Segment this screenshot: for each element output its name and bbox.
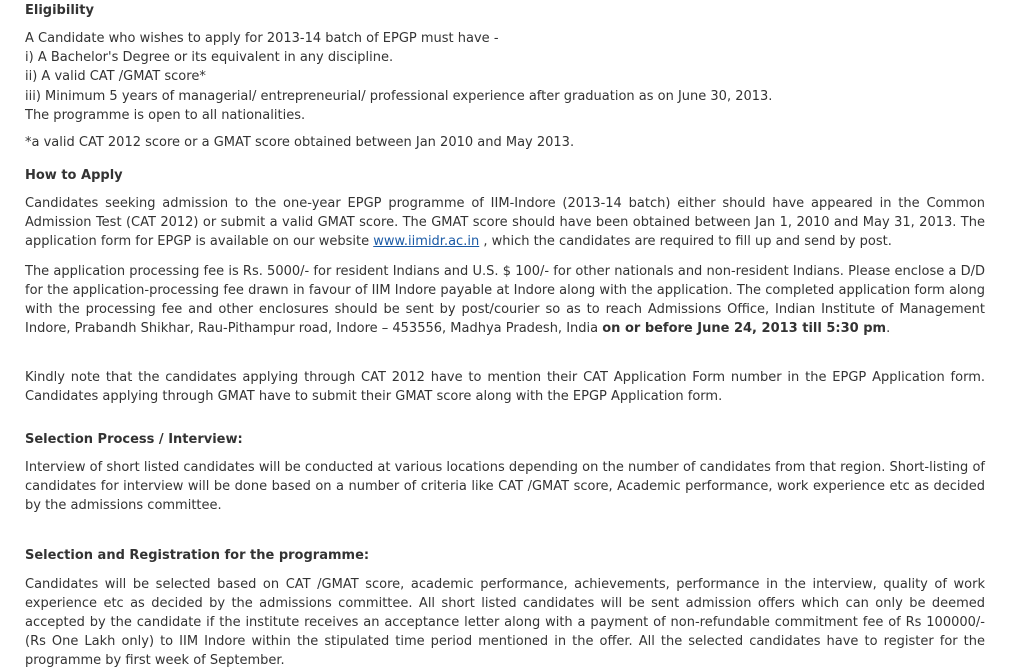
how-to-apply-paragraph-2 (25, 262, 985, 338)
how-to-apply-paragraph-3: Kindly note that the candidates applying through CAT 2012 have to mention their CAT Application Form number in the EPGP Application form. Candidates applying through GMAT have to submit their GMAT score along with the EPGP Application form. (25, 370, 985, 404)
how-to-apply-p1-after: , which the candidates are required to fill up and send by post. (479, 234, 892, 249)
eligibility-item-score: ii) A valid CAT /GMAT score* (25, 69, 206, 85)
eligibility-heading: Eligibility (25, 3, 94, 18)
eligibility-item-degree: i) A Bachelor's Degree or its equivalent in any discipline. (25, 50, 394, 66)
website-link[interactable]: www.iimidr.ac.in (373, 234, 480, 249)
deadline-text: on or before June 24, 2013 till 5:30 pm (602, 321, 887, 336)
how-to-apply-p2-text: The application processing fee is Rs. 5000/- for resident Indians and U.S. $ 100/- for other nationals and non-resident Indians. Please enclose a D/D for the application-processing fee drawn in favour of IIM Indore payable at Indore along with the application. The completed application form along with the processing fee and other enclosures should be sent by post/courier so as to reach Admissions Office, Indian Institute of Management Indore, Prabandh Shikhar, Rau-Pithampur road, Indore – 453556, Madhya Pradesh, India (25, 264, 985, 336)
how-to-apply-p2-end: . (886, 321, 891, 336)
selection-process-paragraph: Interview of short listed candidates will be conducted at various locations depending on the number of candidates from that region. Short-listing of candidates for interview will be done based on a number of criteria like CAT /GMAT score, Academic performance, work experience etc as decided by the admissions committee. (25, 460, 985, 513)
how-to-apply-paragraph-1 (25, 194, 985, 251)
eligibility-list (25, 29, 772, 125)
eligibility-item-experience: iii) Minimum 5 years of managerial/ entrepreneurial/ professional experience after graduation as on June 30, 2013. (25, 88, 773, 104)
eligibility-nationalities: The programme is open to all nationalities. (25, 107, 306, 123)
selection-process-heading: Selection Process / Interview: (25, 432, 243, 447)
how-to-apply-p1-text: Candidates seeking admission to the one-year EPGP programme of IIM-Indore (2013-14 batch) either should have appeared in the Common Admission Test (CAT 2012) or submit a valid GMAT score. The GMAT score should have been obtained between Jan 1, 2010 and May 31, 2013. The application form for EPGP is available on our website (25, 196, 985, 249)
registration-paragraph: Candidates will be selected based on CAT /GMAT score, academic performance, achievements, performance in the interview, quality of work experience etc as decided by the admissions committee. All short listed candidates will be sent admission offers which can only be deemed accepted by the candidate if the institute receives an acceptance letter along with a payment of non-refundable commitment fee of Rs 100000/- (Rs One Lakh only) to IIM Indore within the stipulated time period mentioned in the offer. All the selected candidates have to register for the programme by first week of September. (25, 577, 985, 668)
eligibility-footnote: *a valid CAT 2012 score or a GMAT score obtained between Jan 2010 and May 2013. (25, 135, 575, 150)
eligibility-intro: A Candidate who wishes to apply for 2013-14 batch of EPGP must have - (25, 31, 499, 46)
registration-heading: Selection and Registration for the programme: (25, 548, 370, 563)
how-to-apply-heading: How to Apply (25, 168, 123, 183)
